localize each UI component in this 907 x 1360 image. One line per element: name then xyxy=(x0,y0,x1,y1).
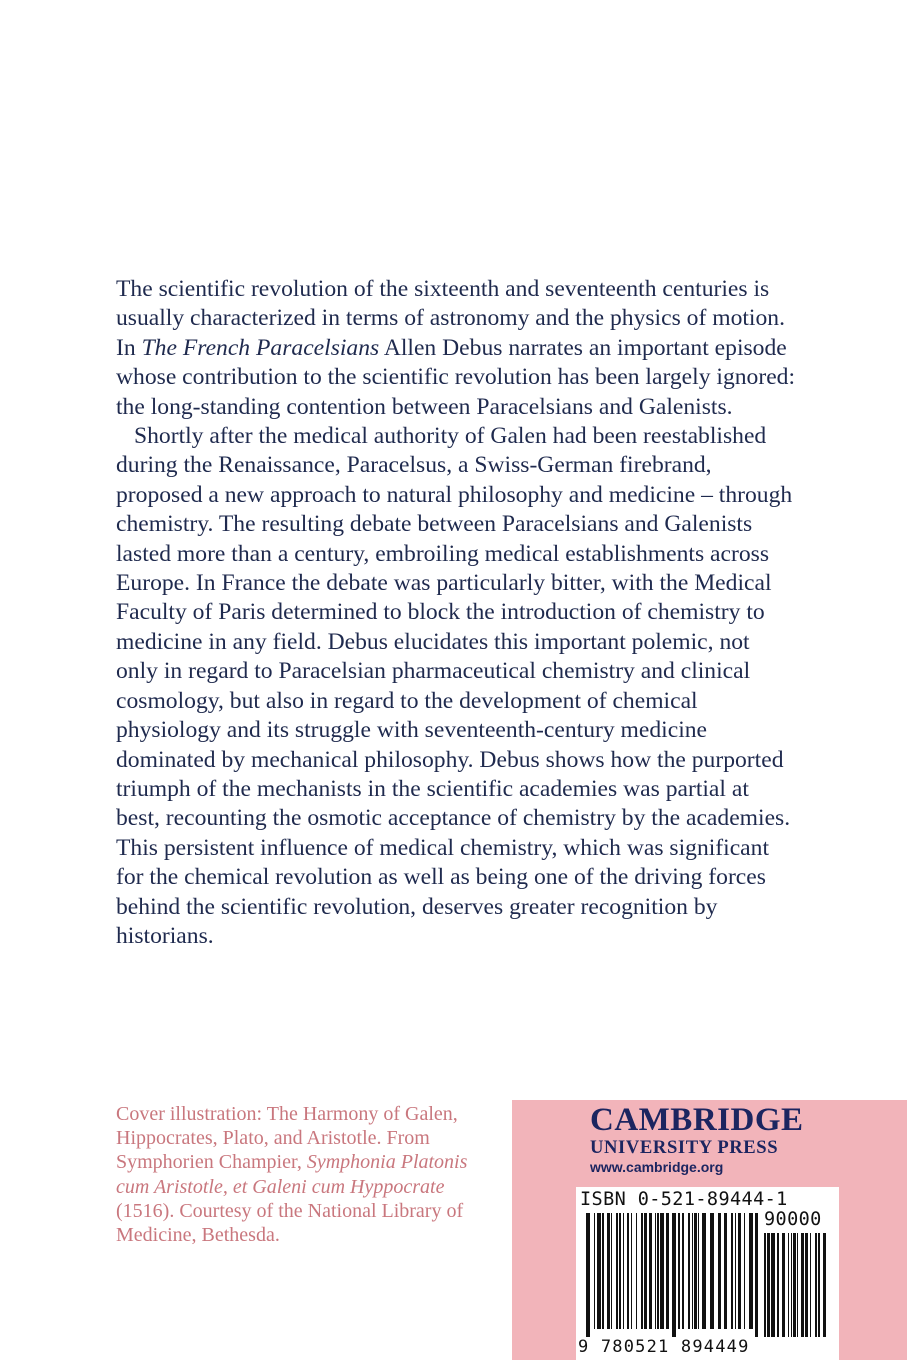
barcode-stripe xyxy=(777,1233,779,1337)
barcode-stripe xyxy=(755,1213,758,1337)
blurb-p1-lead: The scientific revolution of the sixteenth and seventeenth centuries is usually characterized in terms of astronomy and the physics of motion. In xyxy=(116,276,785,361)
barcode-stripe xyxy=(805,1233,808,1337)
barcode-stripe xyxy=(788,1233,789,1337)
barcode-stripe xyxy=(735,1213,736,1329)
barcode-stripe xyxy=(692,1213,693,1329)
barcode-stripe xyxy=(698,1213,699,1329)
barcode-stripe xyxy=(678,1213,680,1329)
addon-barcode-bars xyxy=(764,1233,830,1337)
blurb-paragraph-1 xyxy=(116,275,796,422)
barcode-stripe xyxy=(694,1213,697,1329)
credit-source-title: Symphonia Platonis cum Aristotle, et Galeni cum Hyppocrate xyxy=(116,1151,468,1198)
isbn-label: ISBN 0-521-89444-1 xyxy=(580,1189,788,1210)
barcode-stripe xyxy=(586,1213,590,1337)
barcode-stripe xyxy=(738,1213,741,1329)
barcode-stripe xyxy=(631,1213,632,1329)
publisher-subname: UNIVERSITY PRESS xyxy=(590,1137,779,1158)
barcode-stripe xyxy=(718,1213,721,1329)
barcode-stripe xyxy=(607,1213,610,1329)
barcode-stripe xyxy=(641,1213,643,1329)
isbn-barcode xyxy=(576,1187,839,1360)
barcode-stripe xyxy=(688,1213,690,1329)
barcode-stripe xyxy=(682,1213,684,1329)
barcode-stripe xyxy=(791,1233,792,1337)
barcode-stripe xyxy=(655,1213,656,1329)
barcode-stripe xyxy=(823,1233,826,1337)
barcode-stripe xyxy=(815,1233,817,1337)
barcode-stripe xyxy=(801,1233,804,1337)
barcode-stripe xyxy=(767,1233,770,1337)
barcode-stripe xyxy=(724,1213,727,1329)
back-cover-blurb xyxy=(116,275,796,951)
barcode-stripe xyxy=(623,1213,624,1329)
barcode-stripe xyxy=(672,1213,676,1337)
barcode-stripe xyxy=(657,1213,659,1329)
barcode-stripe xyxy=(731,1213,733,1329)
barcode-stripe xyxy=(771,1233,775,1337)
barcode-stripe xyxy=(649,1213,652,1329)
blurb-paragraph-2: Shortly after the medical authority of Galen had been reestablished during the Renaissance, Paracelsus, a Swiss-German firebrand, proposed a new approach to natural philosophy and medicine – through chemistry. The resulting debate between Paracelsians and Galenists lasted more than a century, embroiling medical establishments across Europe. In France the debate was particularly bitter, with the Medical Faculty of Paris determined to block the introduction of chemistry to medicine in any field. Debus elucidates this important polemic, not only in regard to Paracelsian pharmaceutical chemistry and clinical cosmology, but also in regard to the development of chemical physiology and its struggle with seventeenth-century medicine dominated by mechanical philosophy. Debus shows how the purported triumph of the mechanists in the scientific academies was partial at best, recounting the osmotic acceptance of chemistry by the academies. This persistent influence of medical chemistry, which was significant for the chemical revolution as well as being one of the driving forces behind the scientific revolution, deserves greater recognition by historians. xyxy=(116,423,793,949)
ean-digits: 9 780521 894449 xyxy=(578,1337,750,1357)
barcode-stripe xyxy=(616,1213,618,1329)
book-title: The French Paracelsians xyxy=(141,334,380,361)
publisher-name: CAMBRIDGE xyxy=(590,1102,804,1138)
barcode-stripe xyxy=(594,1213,595,1329)
barcode-stripe xyxy=(702,1213,706,1329)
barcode-stripe xyxy=(636,1213,637,1329)
blurb-p1-tail: Allen Debus narrates an important episode whose contribution to the scientific revolution has been largely ignored: the long-standing contention between Paracelsians and Galenists. xyxy=(116,334,796,420)
barcode-stripe xyxy=(744,1213,745,1329)
ean-barcode-bars xyxy=(586,1213,758,1337)
credit-lead: Cover illustration: The Harmony of Galen, Hippocrates, Plato, and Aristotle. From Symphorien Champier, xyxy=(116,1103,458,1174)
price-code: 90000 xyxy=(764,1209,822,1230)
barcode-stripe xyxy=(797,1233,798,1337)
barcode-stripe xyxy=(619,1213,621,1329)
barcode-stripe xyxy=(611,1213,612,1329)
barcode-stripe xyxy=(602,1213,604,1329)
barcode-stripe xyxy=(793,1233,796,1337)
publisher-url: www.cambridge.org xyxy=(590,1159,724,1175)
barcode-stripe xyxy=(782,1233,785,1337)
barcode-stripe xyxy=(818,1233,820,1337)
barcode-stripe xyxy=(764,1233,766,1337)
barcode-stripe xyxy=(749,1213,753,1329)
barcode-stripe xyxy=(666,1213,669,1329)
barcode-stripe xyxy=(627,1213,629,1329)
barcode-stripe xyxy=(644,1213,647,1329)
barcode-stripe xyxy=(660,1213,664,1329)
barcode-stripe xyxy=(810,1233,811,1337)
barcode-stripe xyxy=(597,1213,601,1329)
cover-illustration-credit xyxy=(116,1102,476,1247)
credit-tail: (1516). Courtesy of the National Library of Medicine, Bethesda. xyxy=(116,1199,464,1247)
barcode-stripe xyxy=(710,1213,714,1329)
